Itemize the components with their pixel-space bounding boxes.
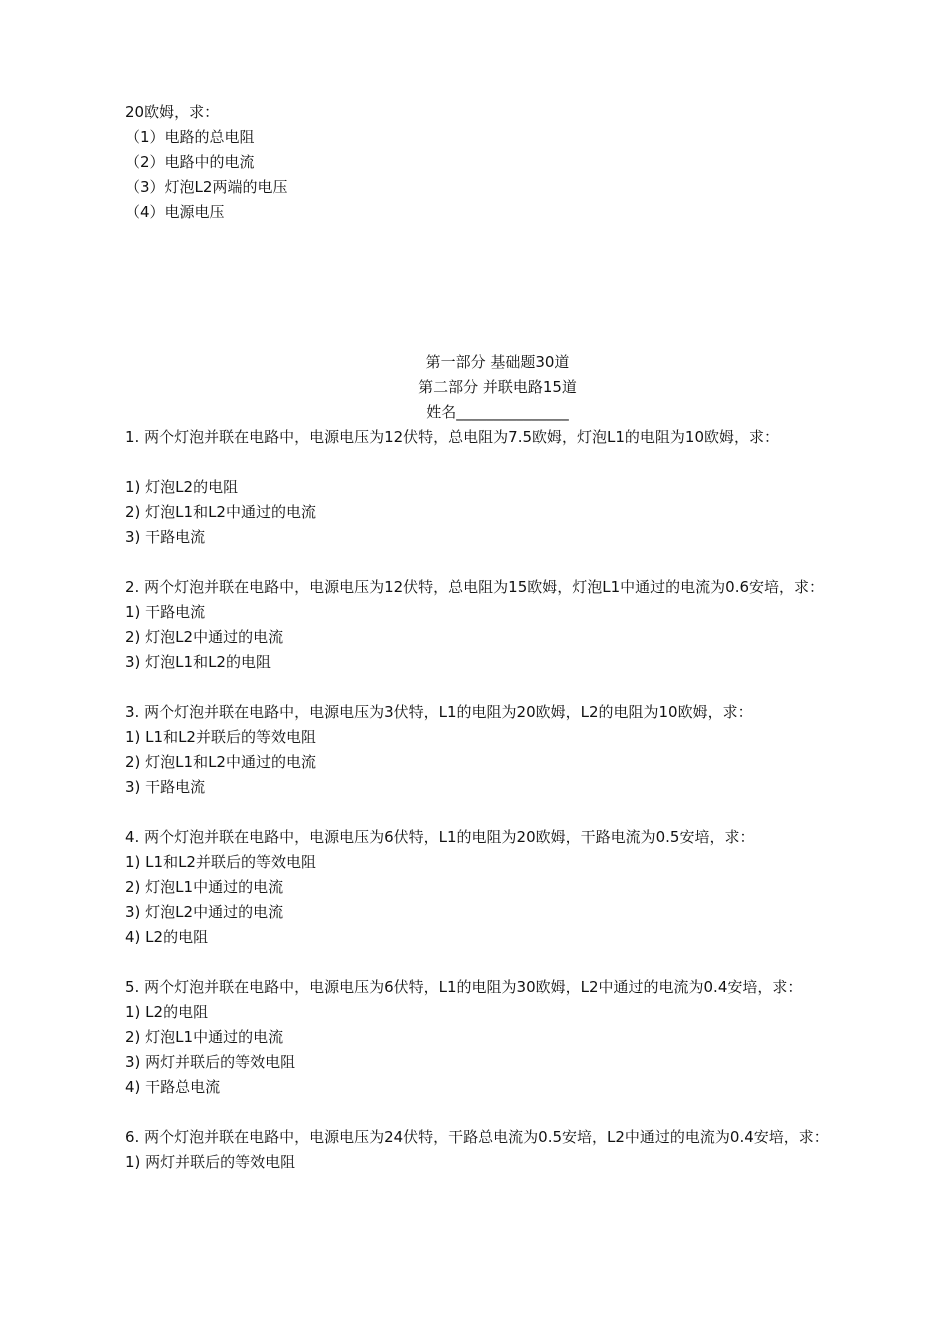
sub-question: 2) 灯泡L1和L2中通过的电流 <box>125 753 316 771</box>
problem-4 <box>125 825 870 975</box>
problem-stem: 4. 两个灯泡并联在电路中，电源电压为6伏特，L1的电阻为20欧姆，干路电流为0.5安培，求： <box>125 828 755 846</box>
problem-2 <box>125 575 870 700</box>
problem-stem: 1. 两个灯泡并联在电路中，电源电压为12伏特，总电阻为7.5欧姆，灯泡L1的电阻为10欧姆，求： <box>125 428 780 446</box>
sub-question: 1) L2的电阻 <box>125 1003 209 1021</box>
blank-line <box>125 1100 870 1125</box>
sub-question: 2) 灯泡L1和L2中通过的电流 <box>125 503 316 521</box>
sub-question: 2) 灯泡L2中通过的电流 <box>125 628 284 646</box>
sub-question: 1) 干路电流 <box>125 603 206 621</box>
section-gap <box>125 225 870 350</box>
blank-line <box>125 800 870 825</box>
sub-question: 3) 干路电流 <box>125 528 206 546</box>
sub-question: （3）灯泡L2两端的电压 <box>125 178 288 196</box>
name-field-line: 姓名_______________ <box>426 403 569 421</box>
sub-question: 3) 干路电流 <box>125 778 206 796</box>
problem-stem: 6. 两个灯泡并联在电路中，电源电压为24伏特，干路总电流为0.5安培，L2中通过的电流为0.4安培，求： <box>125 1128 829 1146</box>
problem-5 <box>125 975 870 1125</box>
document-body <box>125 100 870 1175</box>
sub-question: 1) L1和L2并联后的等效电阻 <box>125 728 316 746</box>
section-headings <box>125 350 870 425</box>
sub-question: 1) L1和L2并联后的等效电阻 <box>125 853 316 871</box>
sub-question: 3) 灯泡L1和L2的电阻 <box>125 653 271 671</box>
sub-question: 4) 干路总电流 <box>125 1078 221 1096</box>
sub-question: 2) 灯泡L1中通过的电流 <box>125 1028 284 1046</box>
problem-stem: 5. 两个灯泡并联在电路中，电源电压为6伏特，L1的电阻为30欧姆，L2中通过的电流为0.4安培，求： <box>125 978 803 996</box>
part-two-heading: 第二部分 并联电路15道 <box>418 378 577 396</box>
previous-problem-fragment <box>125 100 870 225</box>
problem-stem-tail: 20欧姆，求： <box>125 103 220 121</box>
problem-stem: 3. 两个灯泡并联在电路中，电源电压为3伏特，L1的电阻为20欧姆，L2的电阻为10欧姆，求： <box>125 703 753 721</box>
sub-question: 1) 灯泡L2的电阻 <box>125 478 239 496</box>
problem-1 <box>125 425 870 575</box>
sub-question: （1）电路的总电阻 <box>125 128 255 146</box>
sub-question: （4）电源电压 <box>125 203 225 221</box>
blank-line <box>125 450 870 475</box>
blank-line <box>125 675 870 700</box>
sub-question: 4) L2的电阻 <box>125 928 209 946</box>
problem-stem: 2. 两个灯泡并联在电路中，电源电压为12伏特，总电阻为15欧姆，灯泡L1中通过的电流为0.6安培，求： <box>125 578 825 596</box>
problem-3 <box>125 700 870 825</box>
sub-question: 1) 两灯并联后的等效电阻 <box>125 1153 296 1171</box>
blank-line <box>125 950 870 975</box>
blank-line <box>125 550 870 575</box>
sub-question: （2）电路中的电流 <box>125 153 255 171</box>
sub-question: 3) 灯泡L2中通过的电流 <box>125 903 284 921</box>
problem-6 <box>125 1125 870 1175</box>
sub-question: 3) 两灯并联后的等效电阻 <box>125 1053 296 1071</box>
part-one-heading: 第一部分 基础题30道 <box>425 353 570 371</box>
sub-question: 2) 灯泡L1中通过的电流 <box>125 878 284 896</box>
